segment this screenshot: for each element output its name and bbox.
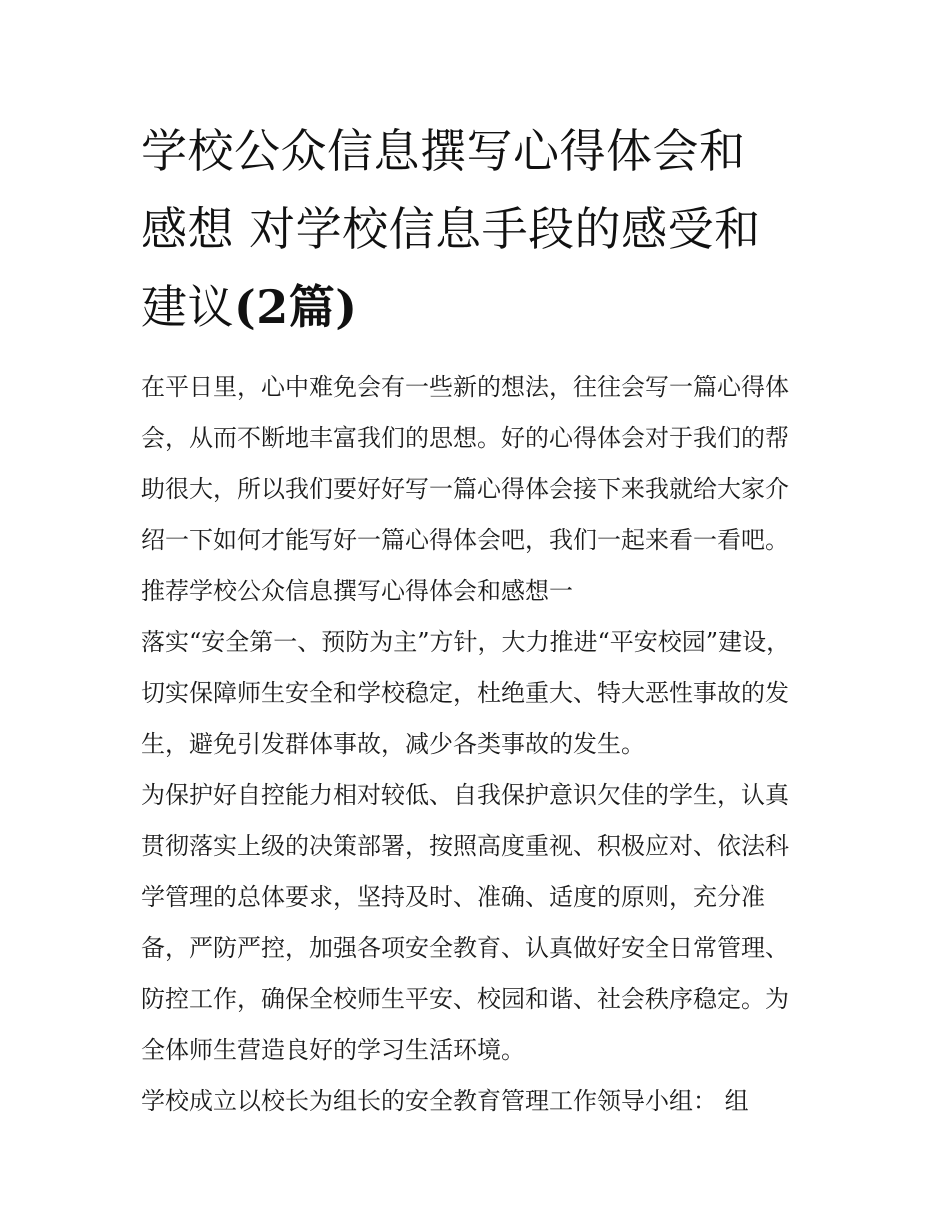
body-paragraph bbox=[141, 770, 813, 1076]
text-line: 切实保障师生安全和学校稳定，杜绝重大、特大恶性事故的发 bbox=[141, 679, 789, 707]
text-line: 贯彻落实上级的决策部署，按照高度重视、积极应对、依法科 bbox=[141, 832, 789, 860]
body-paragraph bbox=[141, 1076, 813, 1127]
text-line: 为保护好自控能力相对较低、自我保护意识欠佳的学生，认真 bbox=[141, 781, 789, 809]
title-line bbox=[141, 268, 813, 346]
text-line: 绍一下如何才能写好一篇心得体会吧，我们一起来看一看吧。 bbox=[141, 526, 789, 554]
text-line: 学校成立以校长为组长的安全教育管理工作领导小组： 组 bbox=[141, 1087, 749, 1115]
body-paragraph bbox=[141, 617, 813, 770]
text-line: 推荐学校公众信息撰写心得体会和感想一 bbox=[141, 577, 573, 605]
section-heading bbox=[141, 566, 813, 617]
text-line: 会，从而不断地丰富我们的思想。好的心得体会对于我们的帮 bbox=[141, 424, 789, 452]
text-line: 生，避免引发群体事故，减少各类事故的发生。 bbox=[141, 730, 645, 758]
text-line: 在平日里，心中难免会有一些新的想法，往往会写一篇心得体 bbox=[141, 373, 789, 401]
text-line: 学管理的总体要求，坚持及时、准确、适度的原则，充分准 bbox=[141, 883, 765, 911]
title-line: 学校公众信息撰写心得体会和 bbox=[141, 124, 746, 178]
text-line: 全体师生营造良好的学习生活环境。 bbox=[141, 1036, 525, 1064]
document-body bbox=[141, 362, 813, 1127]
title-count-suffix: (2篇) bbox=[234, 280, 358, 334]
intro-paragraph bbox=[141, 362, 813, 566]
title-last-prefix: 建议 bbox=[141, 280, 234, 334]
text-line: 备，严防严控，加强各项安全教育、认真做好安全日常管理、 bbox=[141, 934, 789, 962]
text-line: 落实“安全第一、预防为主”方针，大力推进“平安校园”建设， bbox=[141, 628, 791, 656]
text-line: 防控工作，确保全校师生平安、校园和谐、社会秩序稳定。为 bbox=[141, 985, 789, 1013]
document-page bbox=[141, 112, 813, 1127]
title-line: 感想 对学校信息手段的感受和 bbox=[141, 202, 761, 256]
document-title bbox=[141, 112, 813, 346]
text-line: 助很大，所以我们要好好写一篇心得体会接下来我就给大家介 bbox=[141, 475, 789, 503]
